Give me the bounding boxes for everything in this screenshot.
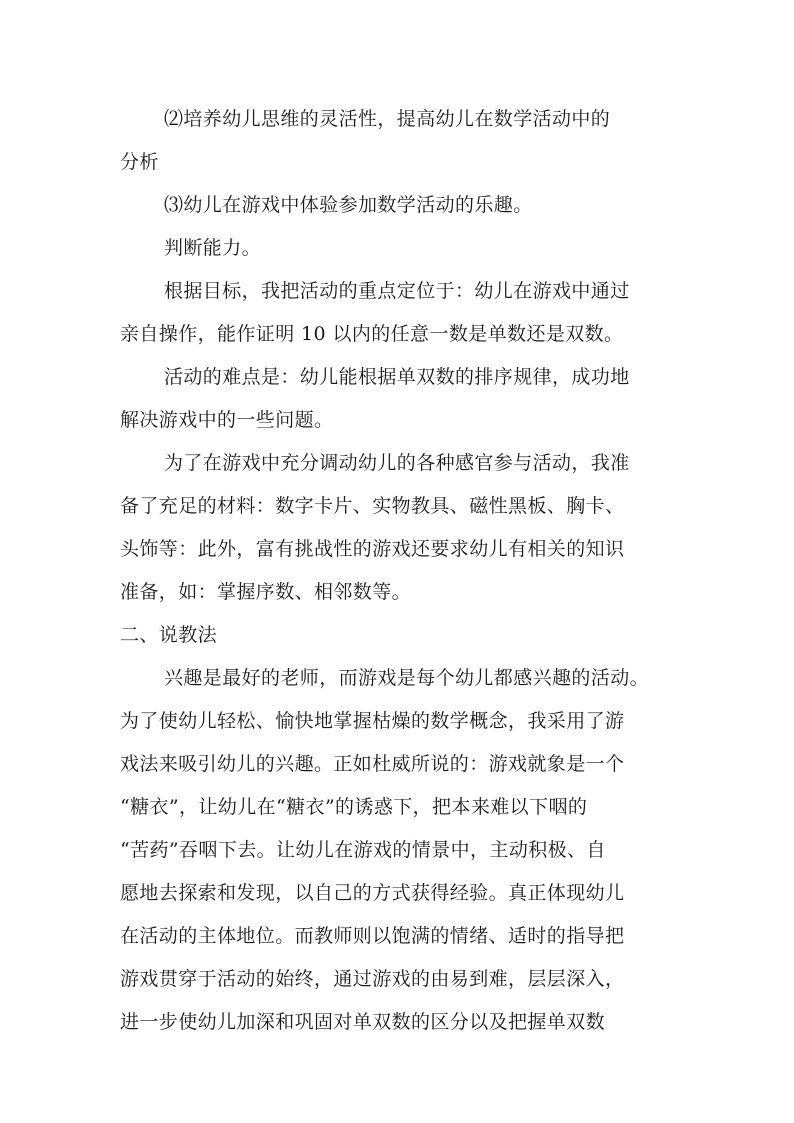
text-line: 兴趣是最好的老师，而游戏是每个幼儿都感兴趣的活动。 [164,667,650,689]
text-line: 准备，如：掌握序数、相邻数等。 [120,581,412,603]
text-line: 为了使幼儿轻松、愉快地掌握枯燥的数学概念，我采用了游 [120,710,625,732]
text-line: 愿地去探索和发现，以自己的方式获得经验。真正体现幼儿 [120,882,625,904]
text-line: 分析 [120,151,159,173]
text-line: 为了在游戏中充分调动幼儿的各种感官参与活动，我准 [164,452,630,474]
section-heading: 二、说教法 [120,624,218,646]
text-line: 亲自操作，能作证明 10 以内的任意一数是单数还是双数。 [120,323,624,345]
text-line: 根据目标，我把活动的重点定位于：幼儿在游戏中通过 [164,280,630,302]
text-line: ⑵培养幼儿思维的灵活性，提高幼儿在数学活动中的 [164,108,611,130]
text-line: 戏法来吸引幼儿的兴趣。正如杜威所说的：游戏就象是一个 [120,753,625,775]
text-line: “苦药”吞咽下去。让幼儿在游戏的情景中，主动积极、自 [120,839,606,861]
text-line: 头饰等：此外，富有挑战性的游戏还要求幼儿有相关的知识 [120,538,625,560]
text-line: “糖衣”，让幼儿在“糖衣”的诱惑下，把本来难以下咽的 [120,796,588,818]
text-line: 游戏贯穿于活动的始终，通过游戏的由易到难，层层深入， [120,968,625,990]
text-line: 解决游戏中的一些问题。 [120,409,334,431]
text-line: 在活动的主体地位。而教师则以饱满的情绪、适时的指导把 [120,925,625,947]
text-line: 备了充足的材料：数字卡片、实物教具、磁性黑板、胸卡、 [120,495,625,517]
text-line: 进一步使幼儿加深和巩固对单双数的区分以及把握单双数 [120,1011,606,1033]
text-line: ⑶幼儿在游戏中体验参加数学活动的乐趣。 [164,194,533,216]
text-line: 活动的难点是：幼儿能根据单双数的排序规律，成功地 [164,366,630,388]
text-line: 判断能力。 [164,237,262,259]
